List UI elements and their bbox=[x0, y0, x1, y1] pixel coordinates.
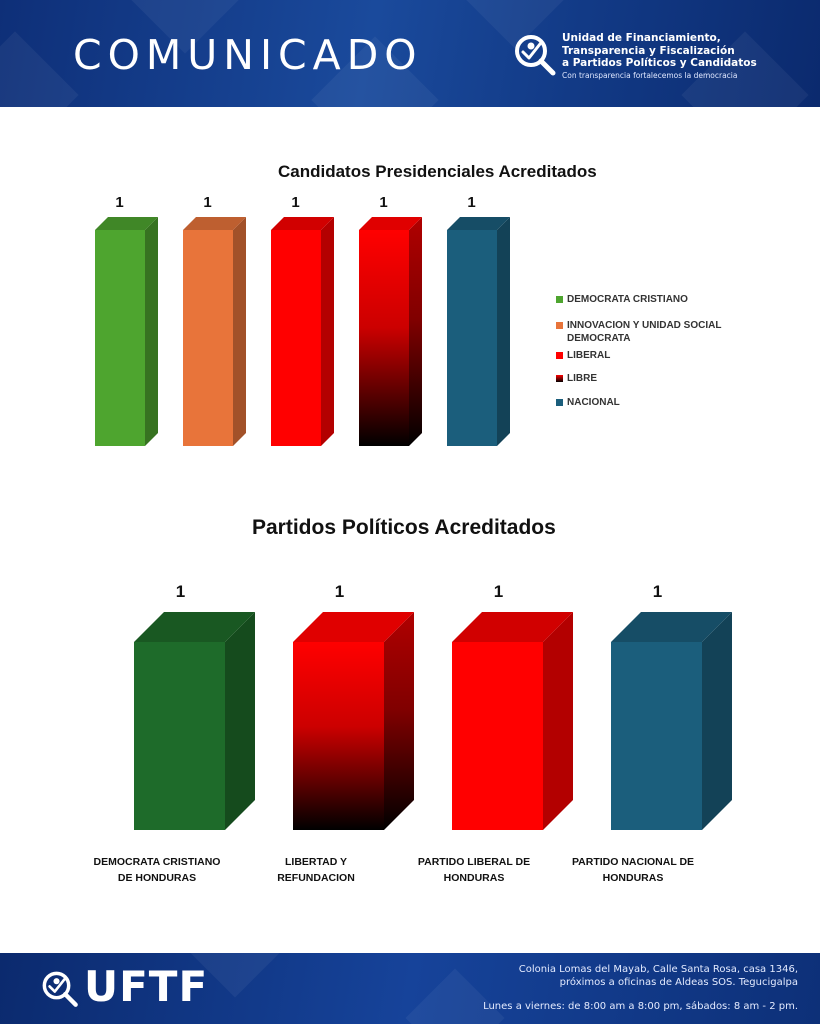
bar-side bbox=[321, 217, 334, 446]
footer-hours: Lunes a viernes: de 8:00 am a 8:00 pm, sábados: 8 am - 2 pm. bbox=[483, 1001, 798, 1012]
legend-swatch bbox=[556, 399, 563, 406]
bar-side bbox=[145, 217, 158, 446]
header-banner bbox=[0, 0, 820, 107]
bar-side bbox=[409, 217, 422, 446]
category-label-line: REFUNDACION bbox=[277, 872, 355, 884]
category-label-line: PARTIDO LIBERAL DE bbox=[417, 856, 531, 868]
organization-name-line: Transparencia y Fiscalización bbox=[562, 44, 735, 57]
legend-item bbox=[556, 349, 610, 362]
legend-label: NACIONAL bbox=[567, 397, 620, 408]
decorative-facet bbox=[406, 969, 505, 1024]
bar-side bbox=[543, 612, 573, 830]
data-label: 1 bbox=[175, 582, 186, 601]
bar-front bbox=[447, 230, 497, 446]
footer-banner bbox=[0, 953, 820, 1024]
legend-label: DEMOCRATA CRISTIANO bbox=[567, 294, 688, 305]
category-label-line: DE HONDURAS bbox=[117, 872, 197, 884]
footer-brand: UFTF bbox=[84, 962, 209, 1011]
bar-front bbox=[134, 642, 225, 830]
bar-front bbox=[271, 230, 321, 446]
category-label-line: PARTIDO NACIONAL DE bbox=[571, 856, 695, 868]
bar-side bbox=[233, 217, 246, 446]
category-label bbox=[394, 854, 554, 886]
bar-1 bbox=[95, 194, 158, 446]
bar-side bbox=[497, 217, 510, 446]
organization-tagline: Con transparencia fortalecemos la democracia bbox=[562, 71, 738, 80]
category-label-line: HONDURAS bbox=[443, 872, 505, 884]
legend-label: LIBERAL bbox=[567, 350, 611, 361]
bar-front bbox=[611, 642, 702, 830]
data-label: 1 bbox=[334, 582, 345, 601]
bar-front bbox=[95, 230, 145, 446]
bar-5 bbox=[447, 194, 510, 446]
category-label-line: LIBERTAD Y bbox=[284, 856, 348, 868]
legend-item bbox=[556, 293, 688, 306]
data-label: 1 bbox=[203, 194, 212, 211]
legend-item bbox=[556, 319, 757, 345]
legend-swatch bbox=[556, 352, 563, 359]
category-label bbox=[77, 854, 237, 886]
organization-name-line: Unidad de Financiamiento, bbox=[562, 32, 721, 44]
chart-title-candidates: Candidatos Presidenciales Acreditados bbox=[278, 162, 597, 181]
bar-front bbox=[183, 230, 233, 446]
bar-front bbox=[293, 642, 384, 830]
legend-swatch bbox=[556, 375, 563, 382]
organization-name bbox=[562, 32, 812, 70]
category-label bbox=[553, 854, 713, 886]
bar-4 bbox=[359, 194, 422, 446]
category-label bbox=[236, 854, 396, 886]
bar-side bbox=[225, 612, 255, 830]
category-label-line: HONDURAS bbox=[602, 872, 664, 884]
legend-label: INNOVACION Y UNIDAD SOCIAL DEMOCRATA bbox=[567, 320, 722, 344]
page-title: COMUNICADO bbox=[73, 31, 423, 79]
bar-2 bbox=[293, 582, 414, 830]
chart-title-parties: Partidos Políticos Acreditados bbox=[252, 516, 556, 539]
magnifier-check-icon bbox=[512, 32, 558, 78]
parties-bar-chart bbox=[0, 580, 820, 840]
legend-swatch bbox=[556, 322, 563, 329]
bar-4 bbox=[611, 582, 732, 830]
data-label: 1 bbox=[291, 194, 300, 211]
data-label: 1 bbox=[493, 582, 504, 601]
bar-3 bbox=[271, 194, 334, 446]
legend-item bbox=[556, 396, 620, 409]
organization-name-line: a Partidos Políticos y Candidatos bbox=[562, 57, 757, 69]
bar-3 bbox=[452, 582, 573, 830]
bar-side bbox=[702, 612, 732, 830]
footer-address-line: próximos a oficinas de Aldeas SOS. Tegucigalpa bbox=[559, 977, 798, 988]
magnifier-check-icon bbox=[40, 969, 80, 1009]
bar-2 bbox=[183, 194, 246, 446]
legend-item bbox=[556, 372, 597, 385]
data-label: 1 bbox=[379, 194, 388, 211]
decorative-facet bbox=[0, 31, 79, 107]
data-label: 1 bbox=[115, 194, 124, 211]
legend-label: LIBRE bbox=[567, 373, 597, 384]
bar-front bbox=[452, 642, 543, 830]
legend-swatch bbox=[556, 296, 563, 303]
data-label: 1 bbox=[652, 582, 663, 601]
category-label-line: DEMOCRATA CRISTIANO bbox=[93, 856, 221, 868]
bar-front bbox=[359, 230, 409, 446]
bar-1 bbox=[134, 582, 255, 830]
footer-address-line: Colonia Lomas del Mayab, Calle Santa Rosa, casa 1346, bbox=[518, 964, 798, 975]
bar-side bbox=[384, 612, 414, 830]
data-label: 1 bbox=[467, 194, 476, 211]
